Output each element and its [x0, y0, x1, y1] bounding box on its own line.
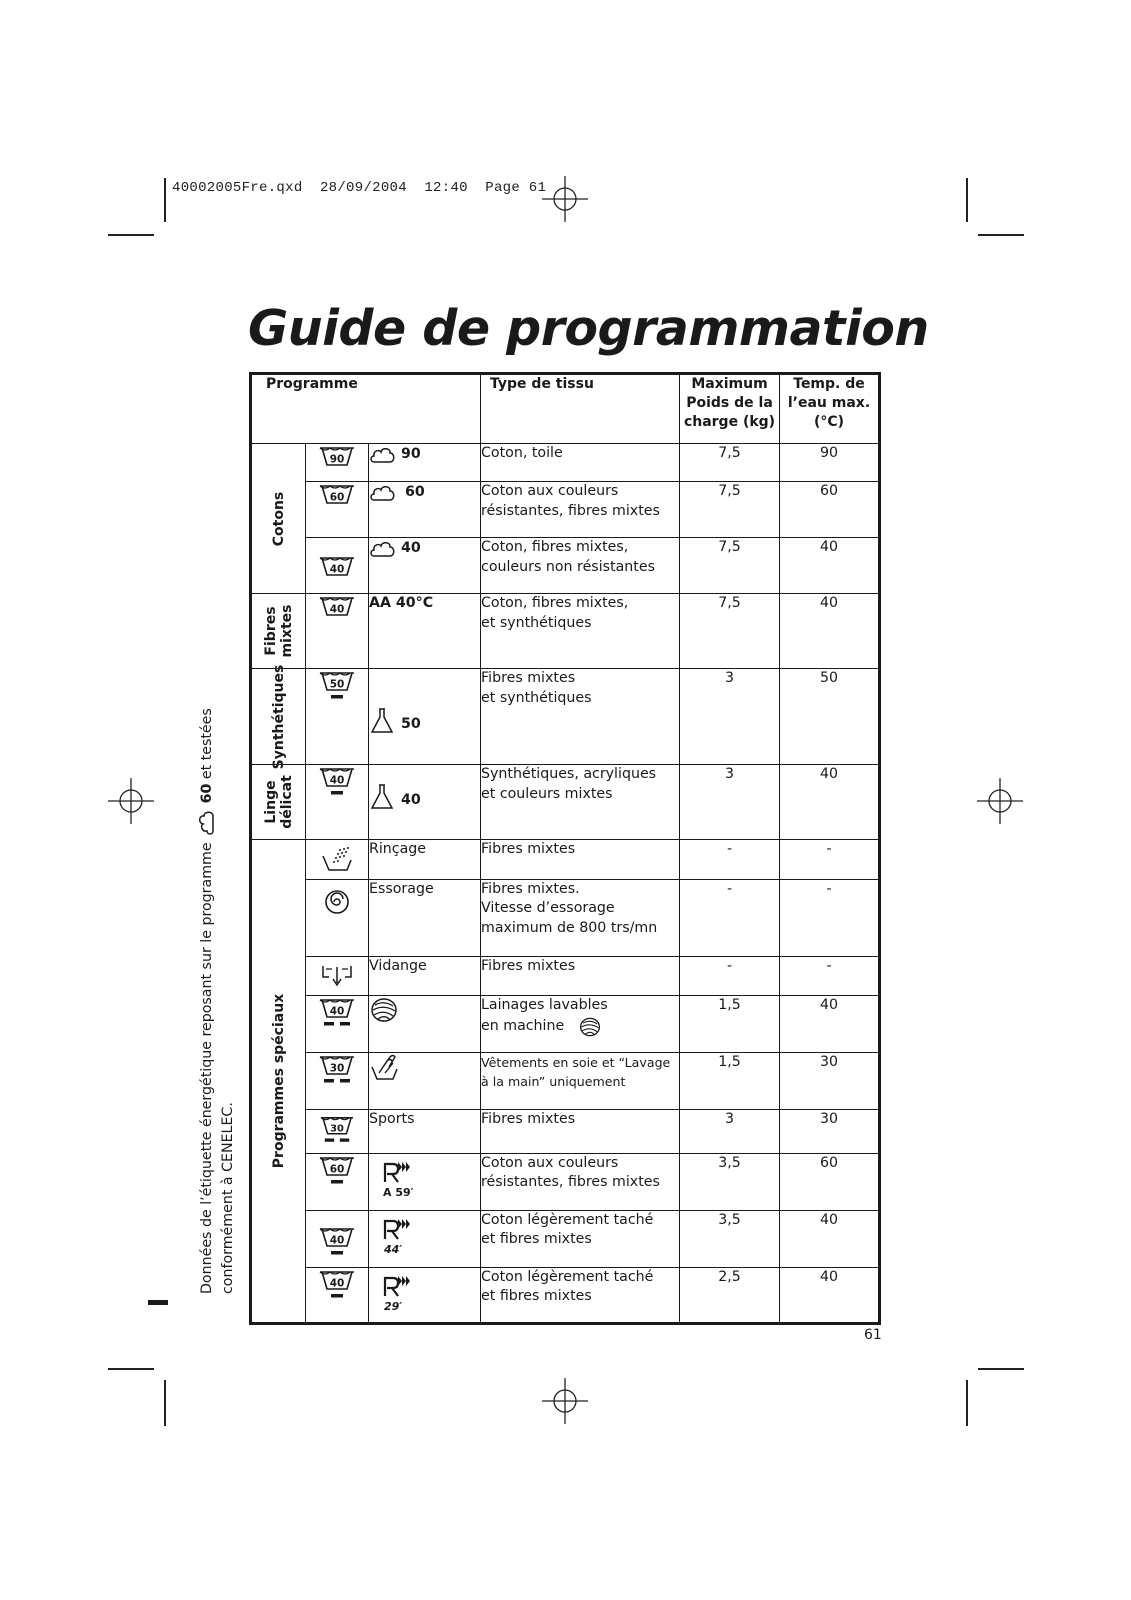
- rapid-wash-icon: [381, 1160, 421, 1200]
- svg-text:29′: 29′: [384, 1299, 403, 1313]
- programme-cell: [369, 594, 481, 669]
- max-temp-cell: 30: [780, 1110, 880, 1154]
- cotton-cloud-icon: [369, 444, 397, 465]
- fabric-type-cell: [481, 956, 680, 996]
- wash-tub-bar-icon: [317, 1225, 357, 1259]
- max-temp-cell: 40: [780, 594, 880, 669]
- svg-text:40: 40: [329, 1005, 345, 1018]
- fabric-type-line: Lainages lavables: [481, 997, 608, 1013]
- wool-ball-icon: [578, 1016, 602, 1038]
- fabric-type-line: Fibres mixtes: [481, 1111, 576, 1127]
- programme-label: 90: [401, 445, 421, 462]
- table-row: [251, 444, 880, 482]
- note-line-2: conformément à CENELEC.: [220, 1102, 236, 1294]
- category-label: Cotons: [270, 491, 287, 546]
- fabric-type-cell: [481, 538, 680, 594]
- svg-text:60: 60: [329, 491, 345, 504]
- wash-tub-double-bar-icon: [317, 996, 357, 1030]
- max-temp-cell: 40: [780, 996, 880, 1053]
- table-row: [251, 879, 880, 956]
- print-slug: [172, 180, 546, 196]
- programme-cell: [369, 765, 481, 840]
- svg-text:40: 40: [329, 603, 345, 616]
- wash-symbol-cell: [306, 444, 369, 482]
- wash-tub-bar-icon: [317, 1268, 357, 1302]
- fabric-type-line: Vitesse d’essorage: [481, 900, 615, 916]
- wash-tub-icon: [317, 594, 357, 618]
- cotton-cloud-icon: [369, 538, 397, 559]
- wash-tub-bar-icon: [317, 669, 357, 703]
- svg-text:30: 30: [329, 1062, 345, 1075]
- max-load-cell: 3: [680, 1110, 780, 1154]
- table-row: [251, 1153, 880, 1210]
- svg-text:40: 40: [329, 774, 345, 787]
- cotton-cloud-icon: [196, 810, 216, 836]
- svg-text:50: 50: [329, 678, 345, 691]
- fabric-type-line: Fibres mixtes: [481, 670, 576, 686]
- fabric-type-line: et fibres mixtes: [481, 1231, 592, 1247]
- spin-spiral-icon: [323, 888, 351, 916]
- max-load-cell: -: [680, 956, 780, 996]
- header-max-temp-line: l’eau max.: [787, 395, 871, 411]
- header-max-temp: [780, 374, 880, 444]
- max-load-cell: 3,5: [680, 1153, 780, 1210]
- fabric-type-line: Coton, fibres mixtes,: [481, 539, 629, 555]
- fabric-type-cell: [481, 1153, 680, 1210]
- max-load-cell: 7,5: [680, 594, 780, 669]
- max-load-cell: 2,5: [680, 1267, 780, 1323]
- crop-mark: [164, 178, 166, 222]
- table-row: [251, 482, 880, 538]
- category-label-line: délicat: [278, 775, 295, 829]
- max-temp-cell: -: [780, 879, 880, 956]
- fabric-type-line: Synthétiques, acryliques: [481, 766, 657, 782]
- category-delicates: [251, 765, 306, 840]
- fabric-type-cell: [481, 765, 680, 840]
- programme-cell: [369, 1053, 481, 1110]
- table-row: [251, 538, 880, 594]
- margin-dash: [148, 1300, 168, 1305]
- max-temp-cell: 60: [780, 482, 880, 538]
- programme-cell: [369, 840, 481, 880]
- category-label-line: Fibres: [262, 606, 279, 656]
- fabric-type-cell: [481, 594, 680, 669]
- registration-mark-icon: [542, 1378, 588, 1424]
- note-programme-number: 60: [199, 783, 215, 804]
- programme-cell: [369, 669, 481, 765]
- fabric-type-line: Coton légèrement taché: [481, 1268, 654, 1285]
- max-load-cell: 3: [680, 765, 780, 840]
- header-max-load-line: Maximum: [691, 376, 768, 392]
- wash-symbol-cell: [306, 840, 369, 880]
- programme-label: Sports: [369, 1111, 415, 1127]
- programme-cell: [369, 482, 481, 538]
- crop-mark: [978, 1368, 1024, 1370]
- category-synthetics: [251, 664, 306, 769]
- wash-symbol-cell: [306, 669, 369, 765]
- fabric-type-line: et synthétiques: [481, 614, 592, 631]
- fabric-type-line: Coton aux couleurs: [481, 1154, 619, 1171]
- max-load-cell: 1,5: [680, 1053, 780, 1110]
- category-label: Programmes spéciaux: [270, 993, 287, 1168]
- energy-label-note: [196, 694, 239, 1294]
- fabric-type-line: Coton, fibres mixtes,: [481, 595, 629, 611]
- fabric-type-line: et fibres mixtes: [481, 1288, 592, 1304]
- programme-label: 40: [401, 792, 421, 809]
- programme-cell: [369, 956, 481, 996]
- max-temp-cell: 40: [780, 765, 880, 840]
- fabric-type-cell: [481, 996, 680, 1053]
- registration-mark-icon: [977, 778, 1023, 824]
- slug-date: 28/09/2004: [319, 180, 407, 196]
- wash-symbol-cell: [306, 1153, 369, 1210]
- fabric-type-line: Fibres mixtes.: [481, 880, 580, 897]
- flask-icon: [369, 783, 395, 811]
- fabric-type-cell: [481, 669, 680, 765]
- wash-symbol-cell: [306, 879, 369, 956]
- max-temp-cell: 50: [780, 669, 880, 765]
- slug-file: 40002005Fre.qxd: [172, 180, 303, 196]
- category-label: [263, 775, 295, 829]
- page-number: 61: [864, 1327, 882, 1343]
- note-text-b: et testées: [199, 708, 215, 780]
- fabric-type-line: résistantes, fibres mixtes: [481, 502, 660, 519]
- wash-tub-icon: [317, 554, 357, 578]
- fabric-type-line: Fibres mixtes: [481, 841, 576, 857]
- category-label-line: mixtes: [278, 604, 295, 658]
- programme-cell: [369, 1210, 481, 1267]
- wash-tub-bar-icon: [317, 765, 357, 799]
- crop-mark: [108, 1368, 154, 1370]
- max-temp-cell: 60: [780, 1153, 880, 1210]
- flask-icon: [369, 707, 395, 735]
- fabric-type-cell: [481, 1053, 680, 1110]
- category-cottons: [251, 444, 306, 594]
- programme-cell: [369, 1110, 481, 1154]
- hand-wash-icon: [369, 1053, 401, 1081]
- fabric-type-line: maximum de 800 trs/mn: [481, 919, 658, 936]
- fabric-type-cell: [481, 482, 680, 538]
- table-header: [251, 374, 880, 444]
- programme-label: 40: [401, 539, 421, 556]
- max-temp-cell: 40: [780, 1267, 880, 1323]
- fabric-type-line: résistantes, fibres mixtes: [481, 1174, 660, 1190]
- category-mixed-fibres: [251, 594, 306, 669]
- max-load-cell: -: [680, 840, 780, 880]
- registration-mark-icon: [542, 176, 588, 222]
- svg-text:40: 40: [329, 1277, 345, 1289]
- programme-cell: [369, 1153, 481, 1210]
- wash-symbol-cell: [306, 594, 369, 669]
- category-label-line: Linge: [262, 780, 279, 824]
- svg-text:40: 40: [329, 563, 345, 576]
- svg-text:60: 60: [329, 1163, 345, 1175]
- max-temp-cell: 40: [780, 1210, 880, 1267]
- max-load-cell: 7,5: [680, 538, 780, 594]
- table-row: [251, 956, 880, 996]
- fabric-type-cell: [481, 444, 680, 482]
- programme-cell: [369, 538, 481, 594]
- svg-text:40: 40: [329, 1234, 345, 1246]
- programme-cell: [369, 444, 481, 482]
- programme-cell: [369, 1267, 481, 1323]
- fabric-type-cell: [481, 1267, 680, 1323]
- wash-tub-double-bar-icon: [317, 1114, 357, 1146]
- fabric-type-line: Fibres mixtes: [481, 957, 576, 974]
- header-programme: Programme: [251, 374, 481, 444]
- wash-symbol-cell: [306, 1267, 369, 1323]
- slug-page: Page 61: [485, 180, 547, 196]
- max-load-cell: 1,5: [680, 996, 780, 1053]
- svg-text:44′: 44′: [384, 1242, 403, 1256]
- cotton-cloud-icon: [369, 482, 397, 503]
- crop-mark: [164, 1380, 166, 1426]
- max-temp-cell: -: [780, 840, 880, 880]
- wash-symbol-cell: [306, 1210, 369, 1267]
- wash-tub-bar-icon: [317, 1154, 357, 1188]
- crop-mark: [978, 234, 1024, 236]
- wash-tub-double-bar-icon: [317, 1053, 357, 1087]
- category-special-programmes: [251, 840, 306, 1324]
- programme-label: Rinçage: [369, 841, 427, 857]
- fabric-type-line: Coton légèrement taché: [481, 1211, 654, 1228]
- table-row: [251, 840, 880, 880]
- header-max-temp-line: Temp. de: [793, 376, 865, 392]
- fabric-type-line: Coton aux couleurs: [481, 483, 619, 499]
- table-row: [251, 765, 880, 840]
- fabric-type-line: Coton, toile: [481, 445, 563, 461]
- programme-label: 50: [401, 716, 421, 733]
- programme-cell: [369, 996, 481, 1053]
- crop-mark: [108, 234, 154, 236]
- header-max-load: [680, 374, 780, 444]
- wash-symbol-cell: [306, 956, 369, 996]
- wash-symbol-cell: [306, 1110, 369, 1154]
- wash-symbol-cell: [306, 538, 369, 594]
- crop-mark: [966, 178, 968, 222]
- note-line-1: [196, 694, 218, 1294]
- note-text-a: Données de l’étiquette énergétique reposant sur le programme: [199, 842, 215, 1294]
- fabric-type-line: en machine: [481, 1017, 565, 1034]
- max-temp-cell: 90: [780, 444, 880, 482]
- header-max-temp-line: (°C): [813, 414, 845, 430]
- rinse-shower-icon: [320, 846, 354, 872]
- programme-cell: [369, 879, 481, 956]
- wash-tub-icon: [317, 444, 357, 468]
- page-title: Guide de programmation: [248, 300, 929, 357]
- fabric-type-line: Vêtements en soie et “Lavage: [481, 1055, 671, 1070]
- programme-label: Essorage: [369, 880, 434, 897]
- slug-time: 12:40: [424, 180, 468, 196]
- max-load-cell: 7,5: [680, 444, 780, 482]
- programme-table: [249, 372, 881, 1325]
- registration-mark-icon: [108, 778, 154, 824]
- max-load-cell: 3: [680, 669, 780, 765]
- fabric-type-line: à la main” uniquement: [481, 1074, 626, 1089]
- category-label: Synthétiques: [270, 664, 287, 769]
- fabric-type-line: et synthétiques: [481, 689, 592, 706]
- table-row: [251, 1053, 880, 1110]
- max-temp-cell: 30: [780, 1053, 880, 1110]
- fabric-type-line: couleurs non résistantes: [481, 558, 655, 575]
- crop-mark: [966, 1380, 968, 1426]
- header-max-load-line: Poids de la: [686, 395, 773, 411]
- fabric-type-cell: [481, 1210, 680, 1267]
- max-load-cell: -: [680, 879, 780, 956]
- programme-label: Vidange: [369, 957, 427, 974]
- wool-ball-icon: [369, 996, 399, 1024]
- wash-tub-icon: [317, 482, 357, 506]
- svg-text:A 59′: A 59′: [383, 1185, 414, 1199]
- fabric-type-cell: [481, 1110, 680, 1154]
- table-row: [251, 669, 880, 765]
- header-max-load-line: charge (kg): [683, 414, 776, 430]
- max-load-cell: 7,5: [680, 482, 780, 538]
- table-row: [251, 1110, 880, 1154]
- drain-icon: [320, 963, 354, 989]
- programme-label: 60: [405, 483, 425, 500]
- header-fabric-type: Type de tissu: [481, 374, 680, 444]
- wash-symbol-cell: [306, 482, 369, 538]
- rapid-wash-icon: [381, 1274, 421, 1314]
- table-row: [251, 996, 880, 1053]
- table-row: [251, 1267, 880, 1323]
- table-row: [251, 594, 880, 669]
- svg-text:30: 30: [330, 1123, 344, 1135]
- table-row: [251, 1210, 880, 1267]
- max-temp-cell: 40: [780, 538, 880, 594]
- fabric-type-cell: [481, 840, 680, 880]
- programme-label: AA 40°C: [369, 595, 434, 611]
- fabric-type-line: et couleurs mixtes: [481, 785, 613, 802]
- max-temp-cell: -: [780, 956, 880, 996]
- wash-symbol-cell: [306, 996, 369, 1053]
- category-label: [263, 605, 295, 658]
- rapid-wash-icon: [381, 1217, 421, 1257]
- fabric-type-cell: [481, 879, 680, 956]
- wash-symbol-cell: [306, 765, 369, 840]
- max-load-cell: 3,5: [680, 1210, 780, 1267]
- svg-text:90: 90: [329, 453, 345, 466]
- wash-symbol-cell: [306, 1053, 369, 1110]
